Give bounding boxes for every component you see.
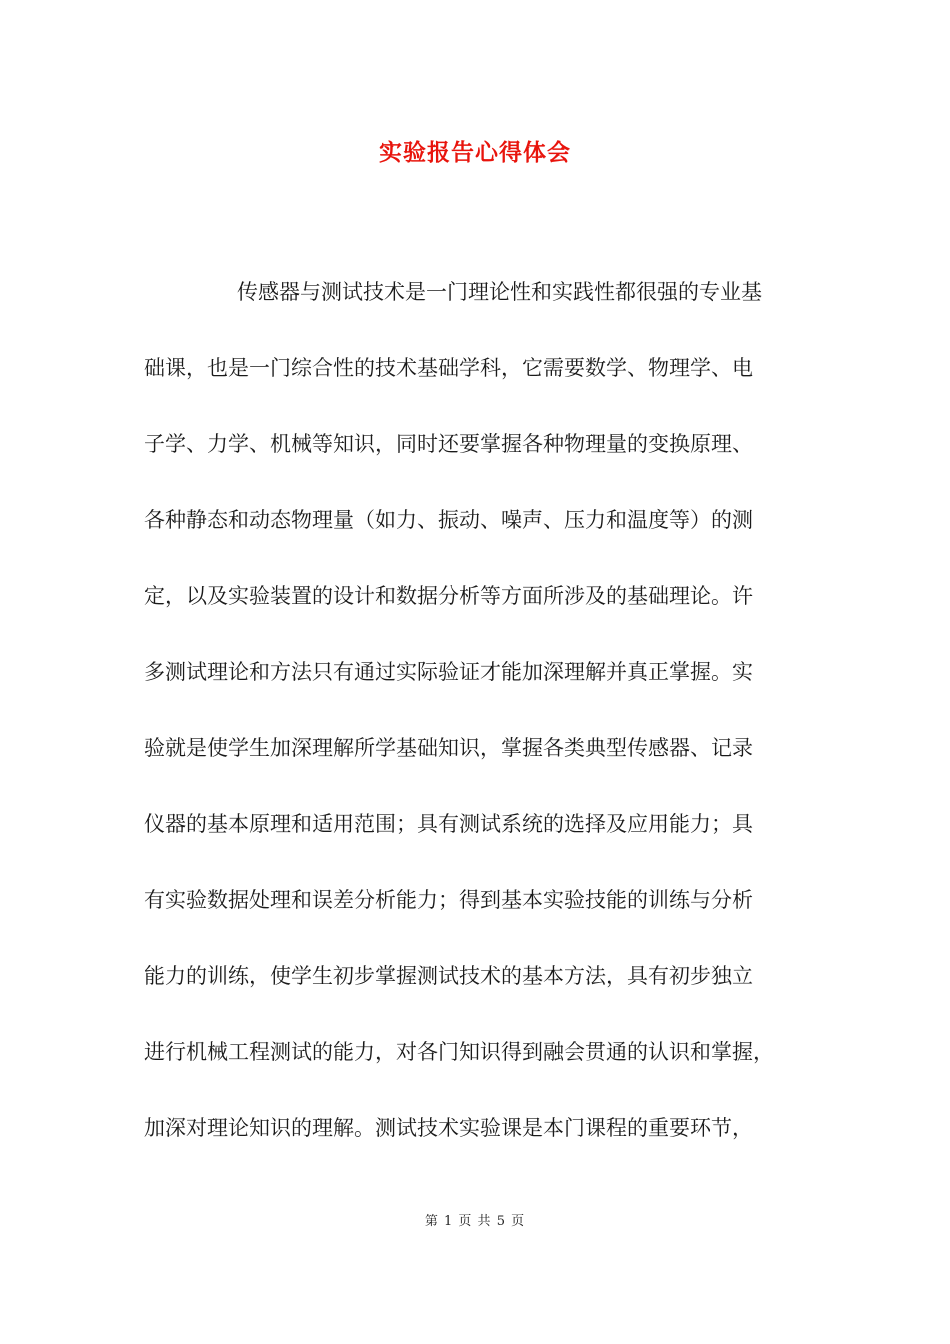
body-paragraph bbox=[144, 277, 816, 1189]
paragraph-line: 有实验数据处理和误差分析能力；得到基本实验技能的训练与分析 bbox=[144, 888, 753, 912]
paragraph-line: 定，以及实验装置的设计和数据分析等方面所涉及的基础理论。许 bbox=[144, 584, 753, 608]
paragraph-line: 各种静态和动态物理量（如力、振动、噪声、压力和温度等）的测 bbox=[144, 508, 753, 532]
page-number-footer: 第 1 页 共 5 页 bbox=[424, 1214, 526, 1229]
paragraph-line: 传感器与测试技术是一门理论性和实践性都很强的专业基 bbox=[237, 280, 762, 304]
paragraph-line: 子学、力学、机械等知识，同时还要掌握各种物理量的变换原理、 bbox=[144, 432, 753, 456]
paragraph-line: 能力的训练，使学生初步掌握测试技术的基本方法，具有初步独立 bbox=[144, 964, 753, 988]
paragraph-line: 础课，也是一门综合性的技术基础学科，它需要数学、物理学、电 bbox=[144, 356, 753, 380]
paragraph-line: 多测试理论和方法只有通过实际验证才能加深理解并真正掌握。实 bbox=[144, 660, 753, 684]
page-title: 实验报告心得体会 bbox=[379, 139, 571, 166]
paragraph-line: 仪器的基本原理和适用范围；具有测试系统的选择及应用能力；具 bbox=[144, 812, 753, 836]
paragraph-line: 加深对理论知识的理解。测试技术实验课是本门课程的重要环节， bbox=[144, 1116, 753, 1140]
paragraph-line: 进行机械工程测试的能力，对各门知识得到融会贯通的认识和掌握， bbox=[144, 1040, 774, 1064]
paragraph-line: 验就是使学生加深理解所学基础知识，掌握各类典型传感器、记录 bbox=[144, 736, 753, 760]
